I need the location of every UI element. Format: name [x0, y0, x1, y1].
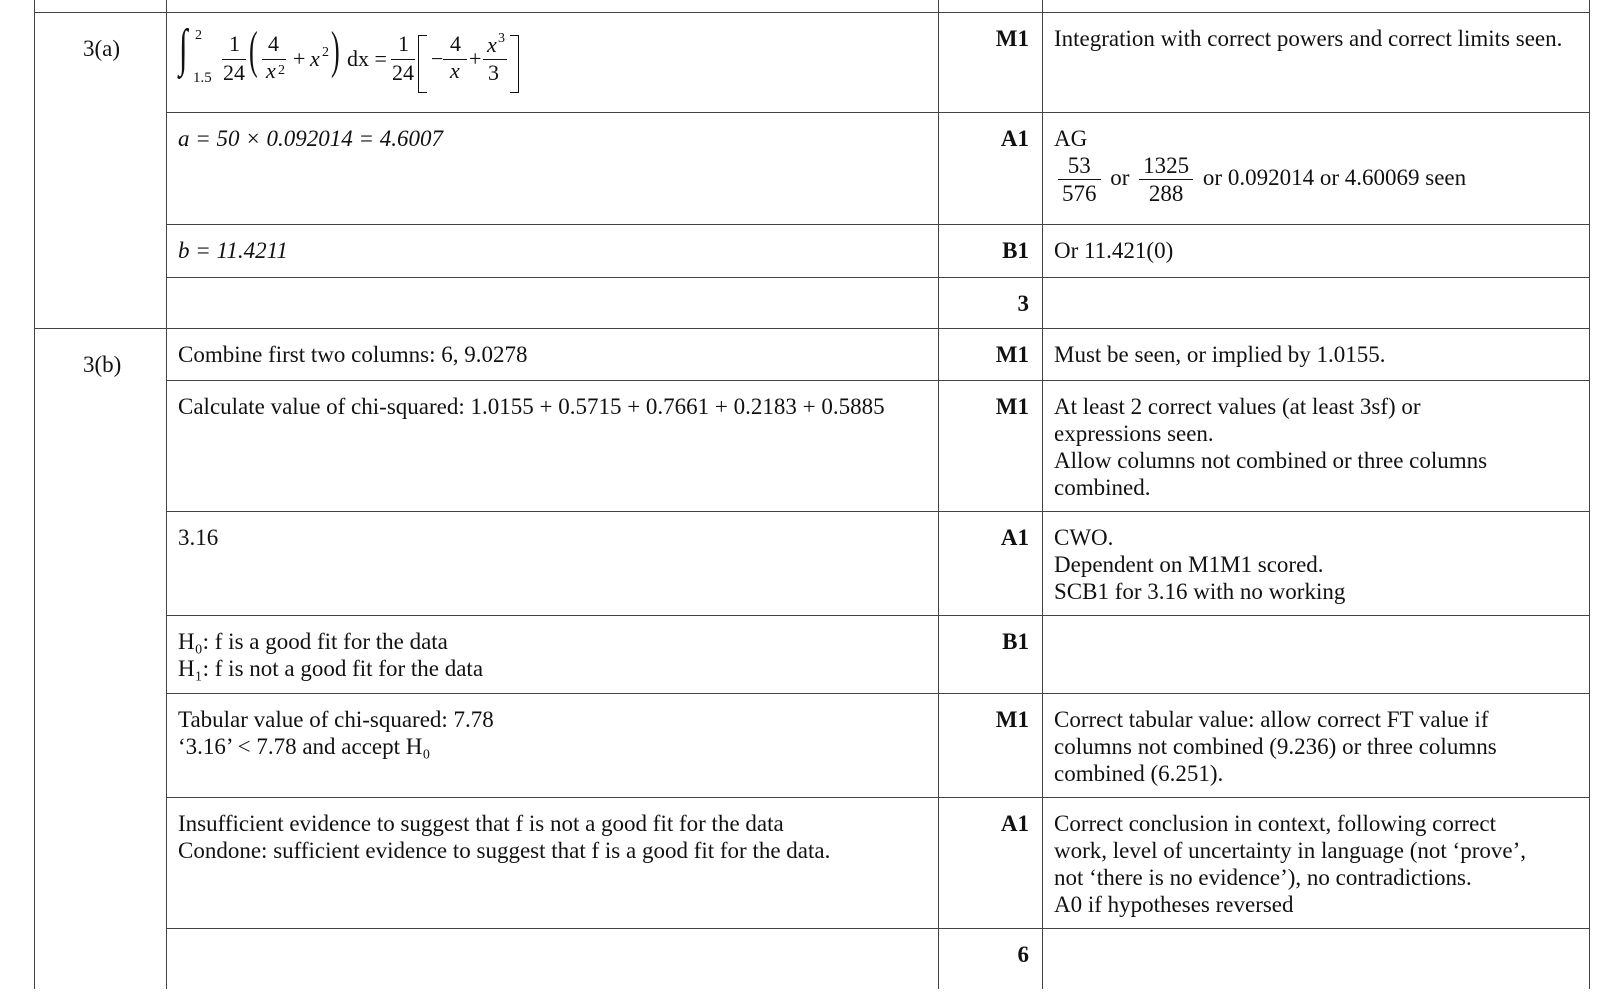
answer-text: a = 50 × 0.092014 = 4.6007	[178, 126, 444, 151]
guidance-line: CWO.	[1054, 525, 1114, 550]
mark-cell	[939, 512, 1043, 616]
mark-code: A1	[1000, 811, 1029, 836]
guidance-line: not ‘there is no evidence’), no contradictions.	[1054, 865, 1472, 890]
guidance-line: SCB1 for 3.16 with no working	[1054, 579, 1346, 604]
answer-block	[167, 512, 938, 561]
total-marks: 6	[1017, 942, 1029, 967]
answer-text: b = 11.4211	[178, 238, 288, 263]
fraction-denominator: x	[450, 58, 460, 83]
fraction	[1139, 152, 1193, 207]
mark-code: M1	[995, 26, 1029, 51]
table-row	[35, 381, 1590, 512]
table-header-stub	[35, 0, 1590, 13]
fraction-numerator: 53	[1067, 153, 1091, 178]
guidance-line: A0 if hypotheses reversed	[1054, 892, 1294, 917]
answer-cell	[167, 113, 939, 225]
fraction-denominator: 24	[392, 60, 414, 85]
paren-right: )	[331, 22, 340, 79]
table-row	[35, 512, 1590, 616]
differential: dx =	[347, 46, 387, 71]
mark-cell	[939, 329, 1043, 381]
guidance-line: Dependent on M1M1 scored.	[1054, 552, 1324, 577]
answer-block	[167, 616, 938, 692]
guidance-cell	[1043, 929, 1590, 989]
answer-cell	[167, 329, 939, 381]
table-row	[35, 798, 1590, 929]
table-row	[35, 225, 1590, 278]
answer-line: H₁: f is not a good fit for the data	[178, 656, 484, 681]
answer-line: Combine first two columns: 6, 9.0278	[178, 342, 528, 367]
answer-block	[167, 798, 938, 874]
mark-code: B1	[1002, 629, 1029, 654]
mark-cell	[939, 798, 1043, 929]
fraction-denominator: 3	[488, 60, 499, 85]
guidance-line: At least 2 correct values (at least 3sf) or	[1054, 394, 1421, 419]
answer-cell	[167, 381, 939, 512]
guidance-cell	[1043, 13, 1590, 113]
mark-code: M1	[995, 707, 1029, 732]
integral-lower-limit: 1.5	[193, 70, 212, 86]
guidance-cell	[1043, 278, 1590, 329]
fraction-numerator: 4	[450, 31, 461, 56]
fraction-denominator: x	[266, 58, 276, 83]
mark-cell	[939, 381, 1043, 512]
answer-block	[167, 329, 938, 378]
mark-cell	[939, 13, 1043, 113]
answer-line: Calculate value of chi-squared: 1.0155 + 0.5715 + 0.7661 + 0.2183 + 0.5885	[178, 394, 885, 419]
integral-upper-limit: 2	[195, 28, 202, 43]
total-row	[35, 929, 1590, 989]
answer-cell	[167, 929, 939, 989]
mark-code: A1	[1000, 525, 1029, 550]
answer-cell	[167, 225, 939, 278]
mark-code: B1	[1002, 238, 1029, 263]
answer-block	[167, 694, 938, 770]
guidance-line: combined (6.251).	[1054, 761, 1224, 786]
guidance-line: work, level of uncertainty in language (not ‘prove’,	[1054, 838, 1526, 863]
mark-cell	[939, 694, 1043, 798]
mark-scheme-table	[34, 0, 1590, 989]
mark-cell	[939, 616, 1043, 694]
guidance-text: Or 11.421(0)	[1054, 238, 1174, 263]
total-row	[35, 278, 1590, 329]
guidance-cell	[1043, 798, 1590, 929]
integral-formula	[167, 13, 938, 89]
table-row	[35, 329, 1590, 381]
fraction	[1058, 152, 1101, 207]
guidance-line: AG	[1054, 126, 1088, 151]
answer-cell	[167, 278, 939, 329]
answer-block	[167, 381, 938, 430]
guidance-cell	[1043, 381, 1590, 512]
fraction-numerator: x	[487, 32, 497, 57]
plus-sign: +	[293, 46, 306, 71]
table-row	[35, 616, 1590, 694]
guidance-line: Correct conclusion in context, following correct	[1054, 811, 1496, 836]
fraction-denominator: 576	[1058, 179, 1101, 207]
guidance-line: columns not combined (9.236) or three columns	[1054, 734, 1497, 759]
guidance-text: Integration with correct powers and correct limits seen.	[1054, 26, 1563, 51]
question-label-cell	[35, 13, 167, 329]
guidance-block	[1043, 798, 1589, 928]
answer-cell	[167, 616, 939, 694]
guidance-block	[1043, 113, 1589, 217]
guidance-cell	[1043, 512, 1590, 616]
exponent: 2	[322, 45, 329, 60]
exponent: 2	[278, 63, 285, 78]
answer-line: 3.16	[178, 525, 219, 550]
plus-sign: +	[469, 46, 482, 71]
mark-code: A1	[1000, 126, 1029, 151]
guidance-line: Must be seen, or implied by 1.0155.	[1054, 342, 1386, 367]
fraction-numerator: 1	[229, 31, 240, 56]
guidance-tail: or 0.092014 or 4.60069 seen	[1202, 164, 1467, 190]
guidance-cell	[1043, 225, 1590, 278]
answer-line: Tabular value of chi-squared: 7.78	[178, 707, 494, 732]
guidance-block	[1043, 512, 1589, 615]
mark-cell	[939, 278, 1043, 329]
mark-cell	[939, 929, 1043, 989]
table-row	[35, 694, 1590, 798]
mark-cell	[939, 225, 1043, 278]
guidance-or: or	[1110, 164, 1130, 190]
exponent: 3	[498, 31, 505, 46]
integral-sign: ∫	[179, 20, 188, 77]
mark-code: M1	[995, 342, 1029, 367]
answer-line: ‘3.16’ < 7.78 and accept H₀	[178, 734, 431, 759]
guidance-cell	[1043, 113, 1590, 225]
answer-cell	[167, 798, 939, 929]
minus-sign: −	[431, 46, 444, 71]
guidance-cell	[1043, 694, 1590, 798]
guidance-line: expressions seen.	[1054, 421, 1214, 446]
answer-cell	[167, 13, 939, 113]
mark-cell	[939, 113, 1043, 225]
paren-left: (	[249, 22, 258, 79]
guidance-line: Allow columns not combined or three columns	[1054, 448, 1488, 473]
table-row	[35, 113, 1590, 225]
question-label: 3(b)	[83, 352, 122, 377]
answer-line: Insufficient evidence to suggest that f is not a good fit for the data	[178, 811, 784, 836]
guidance-cell	[1043, 616, 1590, 694]
answer-cell	[167, 694, 939, 798]
guidance-line: Correct tabular value: allow correct FT value if	[1054, 707, 1489, 732]
fraction-denominator: 288	[1139, 179, 1193, 207]
fraction-numerator: 4	[268, 31, 279, 56]
total-marks: 3	[1017, 291, 1029, 316]
guidance-cell	[1043, 329, 1590, 381]
answer-line: H₀: f is a good fit for the data	[178, 629, 448, 654]
fraction-numerator: 1	[398, 31, 409, 56]
guidance-line: combined.	[1054, 475, 1151, 500]
guidance-block	[1043, 381, 1589, 511]
bracket-left	[418, 35, 427, 93]
bracket-right	[510, 35, 519, 93]
table-row	[35, 13, 1590, 113]
question-label-cell	[35, 329, 167, 989]
mark-code: M1	[995, 394, 1029, 419]
fraction-denominator: 24	[223, 60, 245, 85]
question-label: 3(a)	[83, 36, 121, 61]
variable-x: x	[310, 46, 320, 71]
fraction-numerator: 1325	[1143, 153, 1190, 178]
answer-line: Condone: sufficient evidence to suggest that f is a good fit for the data.	[178, 838, 831, 863]
answer-cell	[167, 512, 939, 616]
guidance-block	[1043, 329, 1589, 378]
guidance-block	[1043, 694, 1589, 797]
